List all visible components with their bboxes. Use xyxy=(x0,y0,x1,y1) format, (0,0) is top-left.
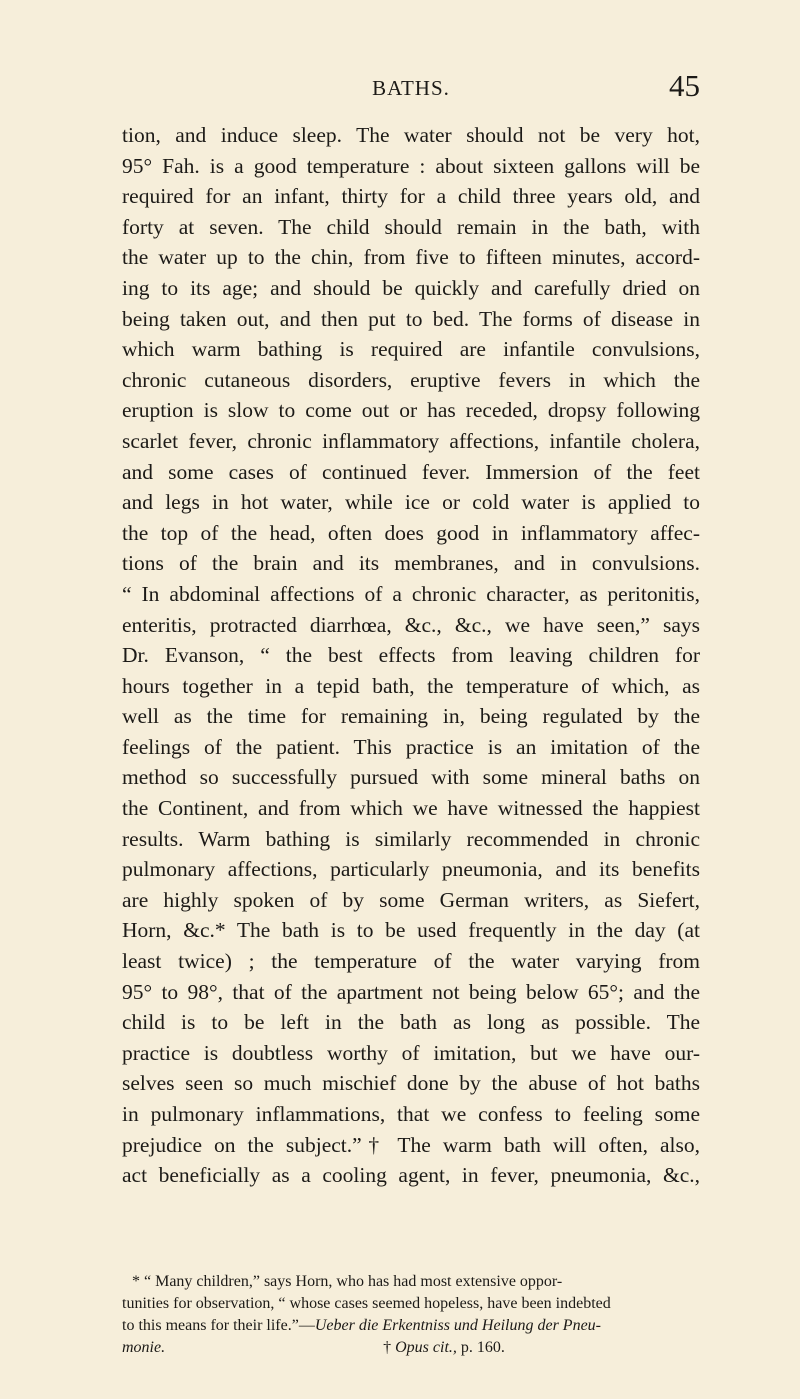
footnote-line: tunities for observation, “ whose cases seemed hopeless, have been indebted xyxy=(122,1295,611,1312)
body-text xyxy=(122,120,700,1191)
body-line: are highly spoken of by some German writers, as Siefert, xyxy=(122,887,700,912)
body-line: enteritis, protracted diarrhœa, &c., &c., we have seen,” says xyxy=(122,612,700,637)
body-line: feelings of the patient. This practice is an imitation of the xyxy=(122,734,700,759)
body-line: 95° Fah. is a good temperature : about sixteen gallons will be xyxy=(122,153,700,178)
cited-title: monie. xyxy=(122,1339,166,1356)
body-line: least twice) ; the temperature of the water varying from xyxy=(122,949,700,974)
body-line: “ In abdominal affections of a chronic character, as peritonitis, xyxy=(122,581,700,606)
body-line: hours together in a tepid bath, the temperature of which, as xyxy=(122,673,700,698)
body-line: the top of the head, often does good in inflammatory affec- xyxy=(122,520,700,545)
body-line: scarlet fever, chronic inflammatory affections, infantile cholera, xyxy=(122,428,700,453)
body-line: practice is doubtless worthy of imitation, but we have our- xyxy=(122,1040,700,1065)
body-line: child is to be left in the bath as long as possible. The xyxy=(122,1010,700,1035)
body-line: method so successfully pursued with some mineral baths on xyxy=(122,765,700,790)
body-line: chronic cutaneous disorders, eruptive fevers in which the xyxy=(122,367,700,392)
body-line: results. Warm bathing is similarly recommended in chronic xyxy=(122,826,700,851)
footnote-line xyxy=(122,1337,700,1359)
body-line: the water up to the chin, from five to fifteen minutes, accord- xyxy=(122,245,700,270)
cited-reference: Opus cit., xyxy=(395,1339,457,1356)
body-line: and legs in hot water, while ice or cold water is applied to xyxy=(122,490,700,515)
running-head: BATHS. xyxy=(372,76,450,100)
cited-title: Ueber die Erkentniss und Heilung der Pneu- xyxy=(314,1317,601,1334)
body-line: ing to its age; and should be quickly and carefully dried on xyxy=(122,275,700,300)
body-line: and some cases of continued fever. Immersion of the feet xyxy=(122,459,700,484)
cited-page: p. 160. xyxy=(456,1339,505,1356)
footnote-line: * “ Many children,” says Horn, who has had most extensive oppor- xyxy=(132,1273,563,1290)
body-line: being taken out, and then put to bed. The forms of disease in xyxy=(122,306,700,331)
body-line: Dr. Evanson, “ the best effects from leaving children for xyxy=(122,643,700,668)
body-line: in pulmonary inflammations, that we confess to feeling some xyxy=(122,1102,700,1126)
body-line: required for an infant, thirty for a child three years old, and xyxy=(122,184,700,209)
body-line: pulmonary affections, particularly pneumonia, and its benefits xyxy=(122,857,700,882)
dagger-mark: † xyxy=(383,1339,396,1356)
body-line: tions of the brain and its membranes, and in convulsions. xyxy=(122,551,700,576)
footnote-text: to this means for their life.”— xyxy=(122,1317,315,1334)
body-line: selves seen so much mischief done by the abuse of hot baths xyxy=(122,1071,700,1096)
body-line: well as the time for remaining in, being regulated by the xyxy=(122,704,700,729)
body-line: tion, and induce sleep. The water should not be very hot, xyxy=(122,123,700,147)
footnote-line xyxy=(122,1315,700,1337)
body-line: the Continent, and from which we have witnessed the happiest xyxy=(122,796,700,821)
body-line: which warm bathing is required are infantile convulsions, xyxy=(122,337,700,362)
body-line: prejudice on the subject.”† The warm bath will often, also, xyxy=(122,1132,700,1157)
body-line: forty at seven. The child should remain in the bath, with xyxy=(122,214,700,239)
page-header xyxy=(122,66,700,106)
body-line: Horn, &c.* The bath is to be used frequently in the day (at xyxy=(122,918,700,943)
body-line: eruption is slow to come out or has receded, dropsy following xyxy=(122,398,700,423)
page-number: 45 xyxy=(669,68,700,103)
footnotes xyxy=(122,1271,700,1359)
body-line: act beneficially as a cooling agent, in fever, pneumonia, &c., xyxy=(122,1163,700,1188)
body-line: 95° to 98°, that of the apartment not being below 65°; and the xyxy=(122,979,700,1004)
